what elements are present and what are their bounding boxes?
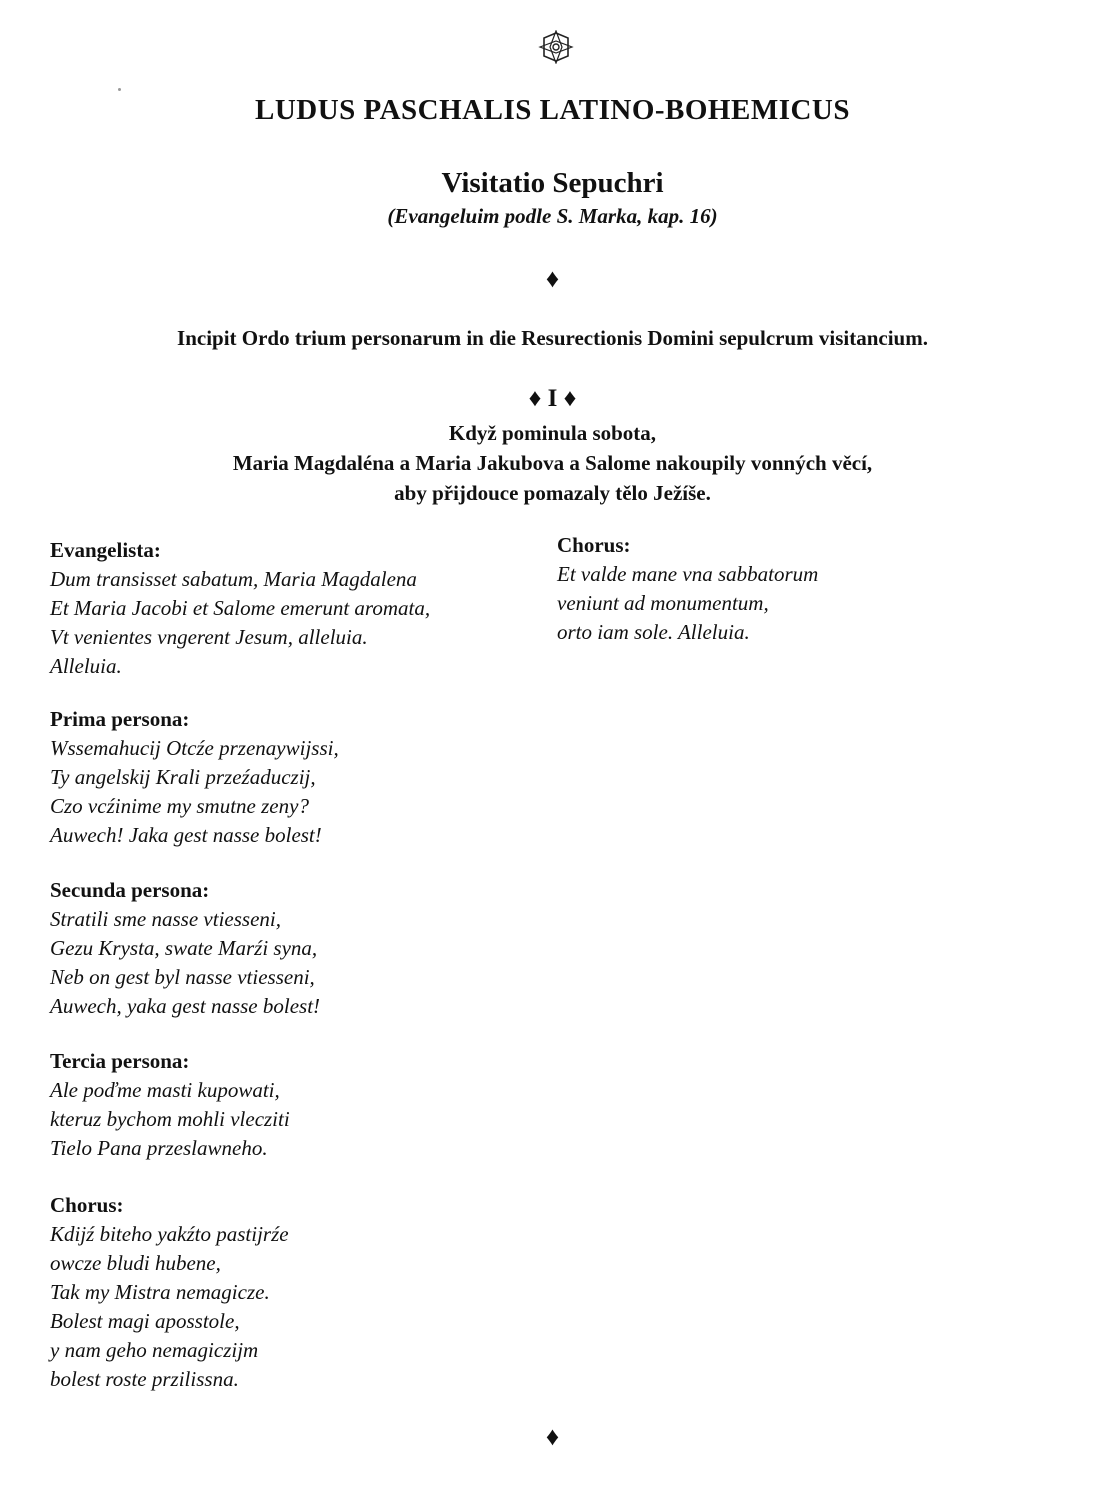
document-subtitle: Visitatio Sepuchri <box>441 167 664 199</box>
octagon-star-icon <box>536 30 576 64</box>
speaker-label: Chorus: <box>50 1193 124 1217</box>
summary-line: aby přijdouce pomazaly tělo Ježíše. <box>394 481 711 505</box>
verse-line: Auwech, yaka gest nasse bolest! <box>50 994 321 1018</box>
verse-line: Kdijź biteho yakźto pastijrźe <box>50 1222 289 1246</box>
source-reference: (Evangeluim podle S. Marka, kap. 16) <box>387 204 718 228</box>
verse-line: Gezu Krysta, swate Marźi syna, <box>50 936 318 960</box>
verse-line: Wssemahucij Otcźe przenaywijssi, <box>50 736 339 760</box>
verse-line: owcze bludi hubene, <box>50 1251 221 1275</box>
verse-line: Alleluia. <box>50 654 122 678</box>
summary-line: Maria Magdaléna a Maria Jakubova a Salome nakoupily vonných věcí, <box>232 451 873 475</box>
section-summary <box>0 418 1105 508</box>
speaker-label: Prima persona: <box>50 707 190 731</box>
diamond-divider-icon: ♦ <box>545 1422 560 1451</box>
verse-line: Vt venientes vngerent Jesum, alleluia. <box>50 625 368 649</box>
document-title: LUDUS PASCHALIS LATINO-BOHEMICUS <box>254 94 851 126</box>
verse-line: Neb on gest byl nasse vtiesseni, <box>50 965 315 989</box>
tercia-persona-block <box>50 1047 290 1163</box>
section-marker: ♦ I ♦ <box>528 385 577 412</box>
incipit-heading: Incipit Ordo trium personarum in die Resurectionis Domini sepulcrum visitancium. <box>177 326 928 350</box>
verse-line: Et valde mane vna sabbatorum <box>557 562 819 586</box>
evangelista-block <box>50 536 430 681</box>
verse-line: Tielo Pana przeslawneho. <box>50 1136 268 1160</box>
speaker-label: Evangelista: <box>50 538 161 562</box>
summary-line: Když pominula sobota, <box>448 421 657 445</box>
verse-line: y nam geho nemagiczijm <box>50 1338 259 1362</box>
page-speck <box>118 88 121 91</box>
secunda-persona-block <box>50 876 320 1021</box>
speaker-label: Tercia persona: <box>50 1049 190 1073</box>
diamond-divider-icon: ♦ <box>545 264 560 293</box>
verse-line: Stratili sme nasse vtiesseni, <box>50 907 281 931</box>
verse-line: bolest roste przilissna. <box>50 1367 239 1391</box>
verse-line: kteruz bychom mohli vlecziti <box>50 1107 290 1131</box>
chorus-block <box>50 1191 289 1394</box>
verse-line: veniunt ad monumentum, <box>557 591 769 615</box>
speaker-label: Secunda persona: <box>50 878 210 902</box>
chorus-block <box>557 531 818 647</box>
verse-line: orto iam sole. Alleluia. <box>557 620 750 644</box>
verse-line: Tak my Mistra nemagicze. <box>50 1280 270 1304</box>
speaker-label: Chorus: <box>557 533 631 557</box>
verse-line: Ty angelskij Krali przeźaduczij, <box>50 765 316 789</box>
verse-line: Et Maria Jacobi et Salome emerunt aromata, <box>50 596 431 620</box>
verse-line: Czo vcźinime my smutne zeny? <box>50 794 309 818</box>
prima-persona-block <box>50 705 339 850</box>
verse-line: Ale poďme masti kupowati, <box>50 1078 280 1102</box>
verse-line: Auwech! Jaka gest nasse bolest! <box>50 823 322 847</box>
verse-line: Bolest magi aposstole, <box>50 1309 240 1333</box>
verse-line: Dum transisset sabatum, Maria Magdalena <box>50 567 417 591</box>
